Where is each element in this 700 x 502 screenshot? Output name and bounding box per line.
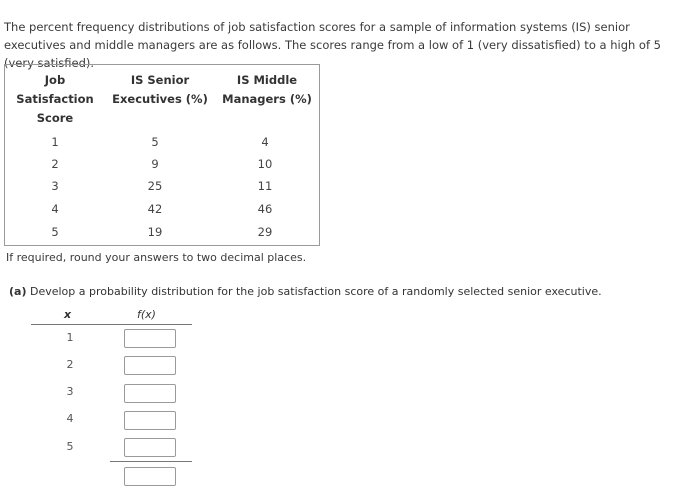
problem-intro: The percent frequency distributions of job satisfaction scores for a sample of information systems (IS) senior executives and middle managers are as follows. The scores range from a low of 1 (very dissatisfied) to a high of 5 (very satisfied). (4, 20, 661, 70)
x-value: 4 (66, 412, 74, 425)
fx-input-1[interactable] (124, 329, 176, 348)
part-a-question (9, 285, 602, 298)
cell-senior: 5 (151, 135, 159, 149)
header-rule (31, 324, 192, 325)
part-a-text: Develop a probability distribution for the job satisfaction score of a randomly selected senior executive. (29, 285, 602, 298)
header-line: Satisfaction (16, 92, 94, 106)
cell-senior: 19 (147, 225, 163, 239)
fx-input-5[interactable] (124, 438, 176, 457)
header-line: Job (44, 73, 66, 87)
header-line: IS Middle (236, 73, 298, 87)
cell-senior: 9 (151, 157, 159, 171)
header-line: Score (36, 111, 74, 125)
cell-middle: 4 (261, 135, 269, 149)
fx-input-4[interactable] (124, 411, 176, 430)
frequency-table (4, 64, 320, 246)
rounding-note: If required, round your answers to two decimal places. (6, 251, 307, 264)
total-rule (110, 461, 192, 462)
fx-input-2[interactable] (124, 356, 176, 375)
part-a-label: (a) (9, 285, 27, 298)
cell-middle: 29 (257, 225, 273, 239)
cell-score: 2 (51, 157, 59, 171)
cell-middle: 11 (257, 179, 273, 193)
header-line: Managers (%) (222, 92, 312, 106)
fx-input-3[interactable] (124, 384, 176, 403)
x-value: 3 (66, 385, 74, 398)
header-line: IS Senior (130, 73, 190, 87)
header-is-middle-managers (219, 71, 315, 109)
cell-score: 1 (51, 135, 59, 149)
header-line: Executives (%) (112, 92, 208, 106)
x-value: 5 (66, 440, 74, 453)
cell-middle: 46 (257, 202, 273, 216)
column-header-fx: f(x) (137, 308, 156, 321)
cell-middle: 10 (257, 157, 273, 171)
column-header-x: x (64, 308, 72, 321)
x-value: 1 (66, 331, 74, 344)
header-job-satisfaction-score (11, 71, 99, 128)
cell-senior: 25 (147, 179, 163, 193)
fx-total-input[interactable] (124, 467, 176, 486)
cell-score: 5 (51, 225, 59, 239)
cell-score: 4 (51, 202, 59, 216)
header-is-senior-executives (105, 71, 215, 109)
cell-senior: 42 (147, 202, 163, 216)
cell-score: 3 (51, 179, 59, 193)
x-value: 2 (66, 358, 74, 371)
